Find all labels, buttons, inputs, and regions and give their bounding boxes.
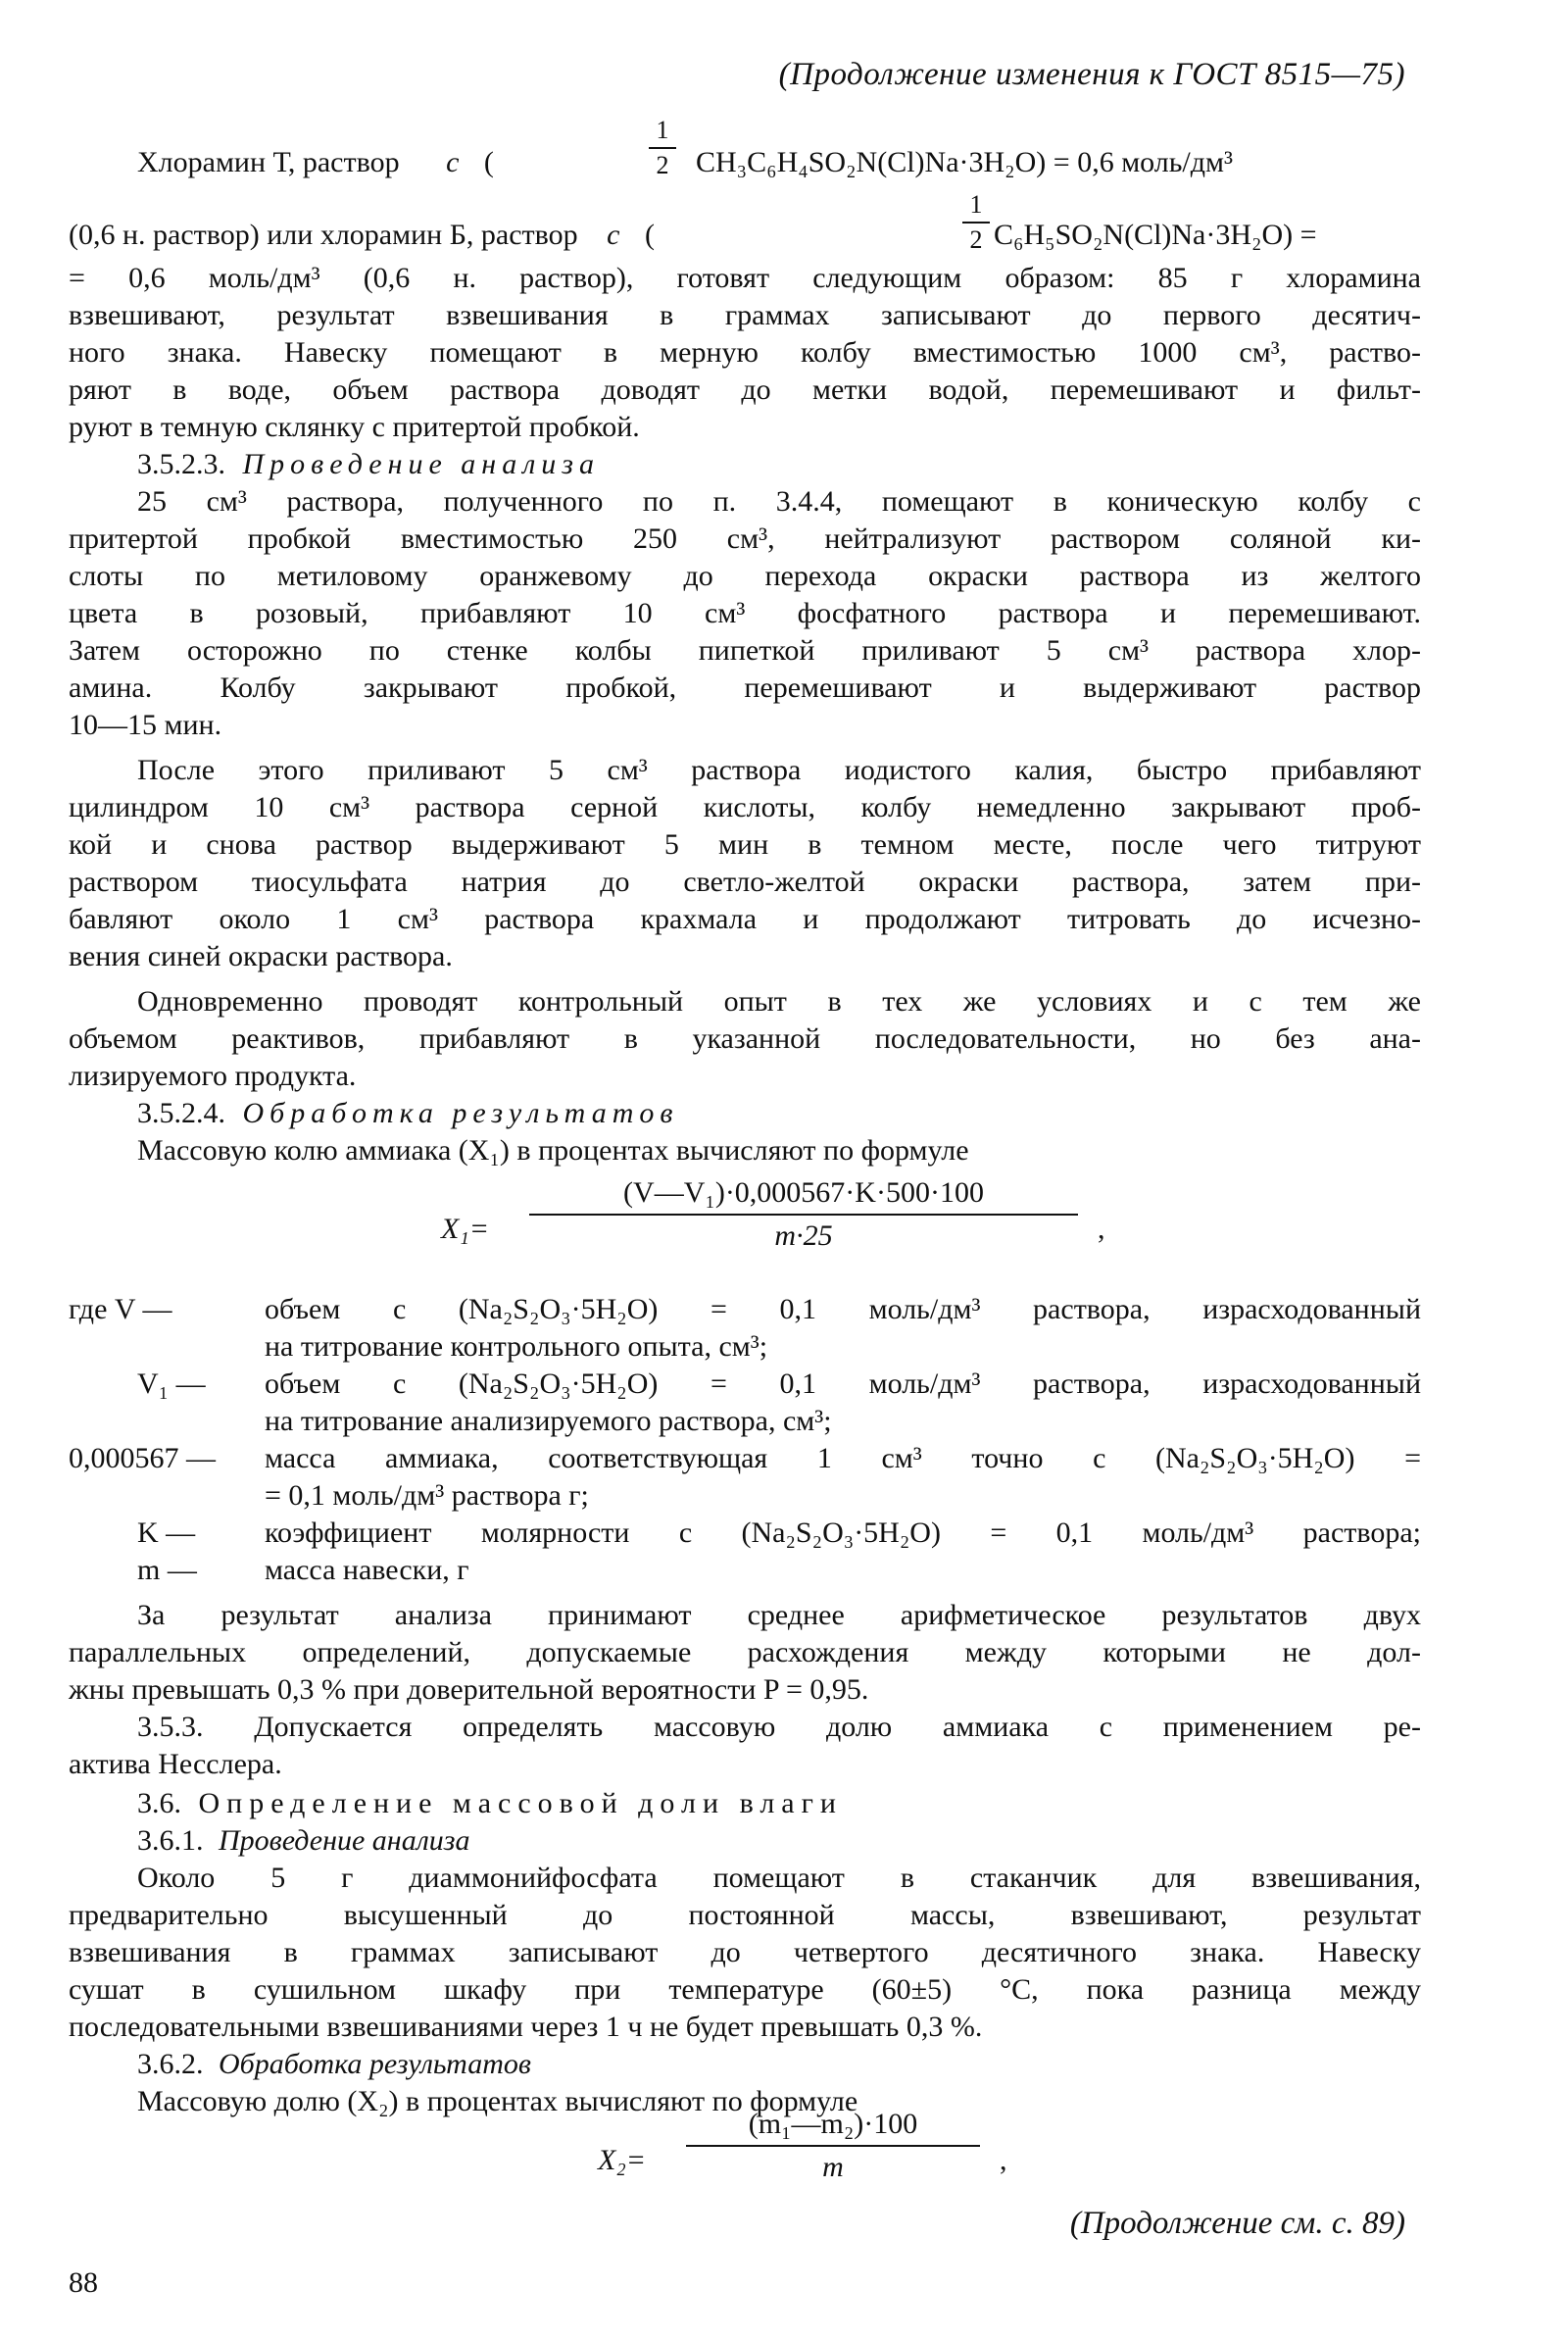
chloramine-line-1: [137, 145, 494, 180]
definition-continuation: на титрование анализируемого раствора, см³;: [265, 1405, 832, 1437]
paragraph-line: кой и снова раствор выдерживают 5 мин в темном месте, после чего титруют: [69, 828, 1421, 861]
section-number: 3.6.2.: [137, 2048, 204, 2080]
chloramine-formula-2: C₆H₅SO₂N(Cl)Na·3H₂O) =: [994, 219, 1317, 251]
section-heading-3-5-2-4: [137, 1096, 678, 1131]
paragraph-line: После этого приливают 5 см³ раствора иодистого калия, быстро прибавляют: [137, 754, 1421, 786]
fraction-bar: [962, 222, 990, 224]
formula-fraction-bar: [686, 2145, 980, 2147]
page-number: 88: [69, 2266, 98, 2299]
chloramine-formula-1: CH₃C₆H₄SO₂N(Cl)Na·3H₂O) = 0,6 моль/дм³: [696, 146, 1234, 178]
continuation-footer: (Продолжение см. с. 89): [1069, 2206, 1405, 2241]
definition-text: объем с (Na₂S₂O₃·5H₂O) = 0,1 моль/дм³ раствора, израсходованный: [265, 1293, 1421, 1325]
chloramine-text-line: ного знака. Навеску помещают в мерную колбу вместимостью 1000 см³, раство-: [69, 336, 1421, 369]
paragraph-line: Затем осторожно по стенке колбы пипеткой приливают 5 см³ раствора хлор-: [69, 634, 1421, 667]
chloramine-paren-2: (: [644, 219, 655, 251]
section-heading-3-6-1: [137, 1823, 469, 1859]
section-number: 3.6.1.: [137, 1824, 204, 1857]
section-title: Проведение анализа: [219, 1824, 470, 1857]
definition-continuation: на титрование контрольного опыта, см³;: [265, 1330, 768, 1363]
definition-continuation: = 0,1 моль/дм³ раствора г;: [265, 1479, 589, 1512]
formula-denominator: m: [822, 2151, 844, 2183]
paragraph-line: амина. Колбу закрывают пробкой, перемешивают и выдерживают раствор: [69, 671, 1421, 704]
section-heading-3-6-2: [137, 2047, 531, 2082]
section-title: Определение массовой доли влаги: [198, 1787, 843, 1819]
paragraph-line: цилиндром 10 см³ раствора серной кислоты, колбу немедленно закрывают проб-: [69, 791, 1421, 823]
paragraph-line: 3.5.3. Допускается определять массовую долю аммиака с применением ре-: [137, 1711, 1421, 1743]
definition-symbol: K —: [137, 1517, 196, 1549]
chloramine-c: с: [446, 146, 460, 178]
section-heading-3-5-2-3: [137, 447, 600, 482]
formula-fraction-bar: [529, 1214, 1078, 1216]
formula-intro: Массовую долю (X₂) в процентах вычисляют по формуле: [137, 2085, 858, 2117]
section-title: Проведение анализа: [242, 448, 600, 480]
definition-symbol: m —: [137, 1554, 197, 1586]
chloramine-paren: (: [483, 146, 494, 178]
formula-numerator: (m₁—m₂)·100: [748, 2108, 918, 2140]
definition-text: коэффициент молярности с (Na₂S₂O₃·5H₂O) = 0,1 моль/дм³ раствора;: [265, 1517, 1421, 1549]
formula-1-fraction: [529, 1176, 1078, 1253]
formula-2-lhs: X₂=: [598, 2144, 646, 2176]
definition-text: объем с (Na₂S₂O₃·5H₂O) = 0,1 моль/дм³ раствора, израсходованный: [265, 1367, 1421, 1400]
definition-symbol: V₁ —: [137, 1367, 206, 1400]
fraction-numerator: 1: [969, 190, 983, 219]
formula-intro: Массовую колю аммиака (X₁) в процентах вычисляют по формуле: [137, 1134, 969, 1167]
chloramine-line-2-start: (0,6 н. раствор) или хлорамин Б, раствор: [69, 219, 578, 251]
paragraph-line: За результат анализа принимают среднее арифметическое результатов двух: [137, 1599, 1421, 1631]
paragraph-line: бавляют около 1 см³ раствора крахмала и продолжают титровать до исчезно-: [69, 903, 1421, 935]
definition-text: масса навески, г: [265, 1554, 469, 1586]
chloramine-text-line: руют в темную склянку с притертой пробкой.: [69, 411, 640, 443]
fraction-denominator: 2: [969, 225, 983, 254]
paragraph-line: параллельных определений, допускаемые расхождения между которыми не дол-: [69, 1636, 1421, 1668]
section-title: Обработка результатов: [242, 1097, 679, 1129]
section-number: 3.5.2.4.: [137, 1097, 225, 1129]
paragraph-line: вения синей окраски раствора.: [69, 940, 453, 972]
chloramine-fraction-2: [962, 190, 990, 255]
paragraph-line: жны превышать 0,3 % при доверительной вероятности P = 0,95.: [69, 1673, 869, 1706]
paragraph-line: предварительно высушенный до постоянной массы, взвешивают, результат: [69, 1899, 1421, 1931]
paragraph-line: раствором тиосульфата натрия до светло-желтой окраски раствора, затем при-: [69, 866, 1421, 898]
section-heading-3-6: [137, 1786, 843, 1821]
formula-1-comma: ,: [1098, 1213, 1105, 1245]
paragraph-line: притертой пробкой вместимостью 250 см³, нейтрализуют раствором соляной ки-: [69, 522, 1421, 555]
paragraph-line: Около 5 г диаммонийфосфата помещают в стаканчик для взвешивания,: [137, 1862, 1421, 1894]
chloramine-text-line: = 0,6 моль/дм³ (0,6 н. раствор), готовят следующим образом: 85 г хлорамина: [69, 262, 1421, 294]
paragraph-line: Одновременно проводят контрольный опыт в тех же условиях и с тем же: [137, 985, 1421, 1018]
paragraph-line: слоты по метиловому оранжевому до перехода окраски раствора из желтого: [69, 560, 1421, 592]
section-number: 3.5.2.3.: [137, 448, 225, 480]
section-number: 3.6.: [137, 1787, 181, 1819]
definition-symbol: 0,000567 —: [69, 1442, 216, 1474]
formula-2-comma: ,: [1000, 2144, 1007, 2176]
paragraph-line: актива Несслера.: [69, 1748, 282, 1780]
paragraph-line: цвета в розовый, прибавляют 10 см³ фосфатного раствора и перемешивают.: [69, 597, 1421, 629]
paragraph-line: сушат в сушильном шкафу при температуре (60±5) °С, пока разница между: [69, 1973, 1421, 2006]
section-title: Обработка результатов: [219, 2048, 531, 2080]
paragraph-line: взвешивания в граммах записывают до четвертого десятичного знака. Навеску: [69, 1936, 1421, 1968]
chloramine-c-2: с: [607, 219, 620, 251]
paragraph-line: 25 см³ раствора, полученного по п. 3.4.4, помещают в коническую колбу с: [137, 485, 1421, 518]
fraction-denominator: 2: [656, 151, 669, 179]
definition-text: масса аммиака, соответствующая 1 см³ точно с (Na₂S₂O₃·5H₂O) =: [265, 1442, 1421, 1474]
chloramine-text-line: ряют в воде, объем раствора доводят до метки водой, перемешивают и фильт-: [69, 373, 1421, 406]
running-header: (Продолжение изменения к ГОСТ 8515—75): [778, 57, 1405, 92]
formula-numerator: (V—V₁)·0,000567·K·500·100: [623, 1176, 984, 1209]
fraction-numerator: 1: [656, 116, 669, 144]
formula-1-lhs: X₁=: [441, 1213, 489, 1245]
chloramine-label: Хлорамин Т, раствор: [137, 146, 400, 178]
formula-2-fraction: [686, 2108, 980, 2184]
definition-symbol: где V —: [69, 1293, 172, 1325]
chloramine-line-2: [69, 218, 655, 253]
fraction-bar: [649, 147, 676, 149]
paragraph-line: 10—15 мин.: [69, 709, 222, 741]
paragraph-line: последовательными взвешиваниями через 1 ч не будет превышать 0,3 %.: [69, 2011, 983, 2043]
chloramine-text-line: взвешивают, результат взвешивания в граммах записывают до первого десятич-: [69, 299, 1421, 331]
formula-denominator: m·25: [774, 1219, 833, 1252]
paragraph-line: объемом реактивов, прибавляют в указанной последовательности, но без ана-: [69, 1022, 1421, 1055]
document-page: [69, 0, 1441, 2337]
paragraph-line: лизируемого продукта.: [69, 1060, 357, 1092]
chloramine-fraction-1: [649, 116, 676, 180]
